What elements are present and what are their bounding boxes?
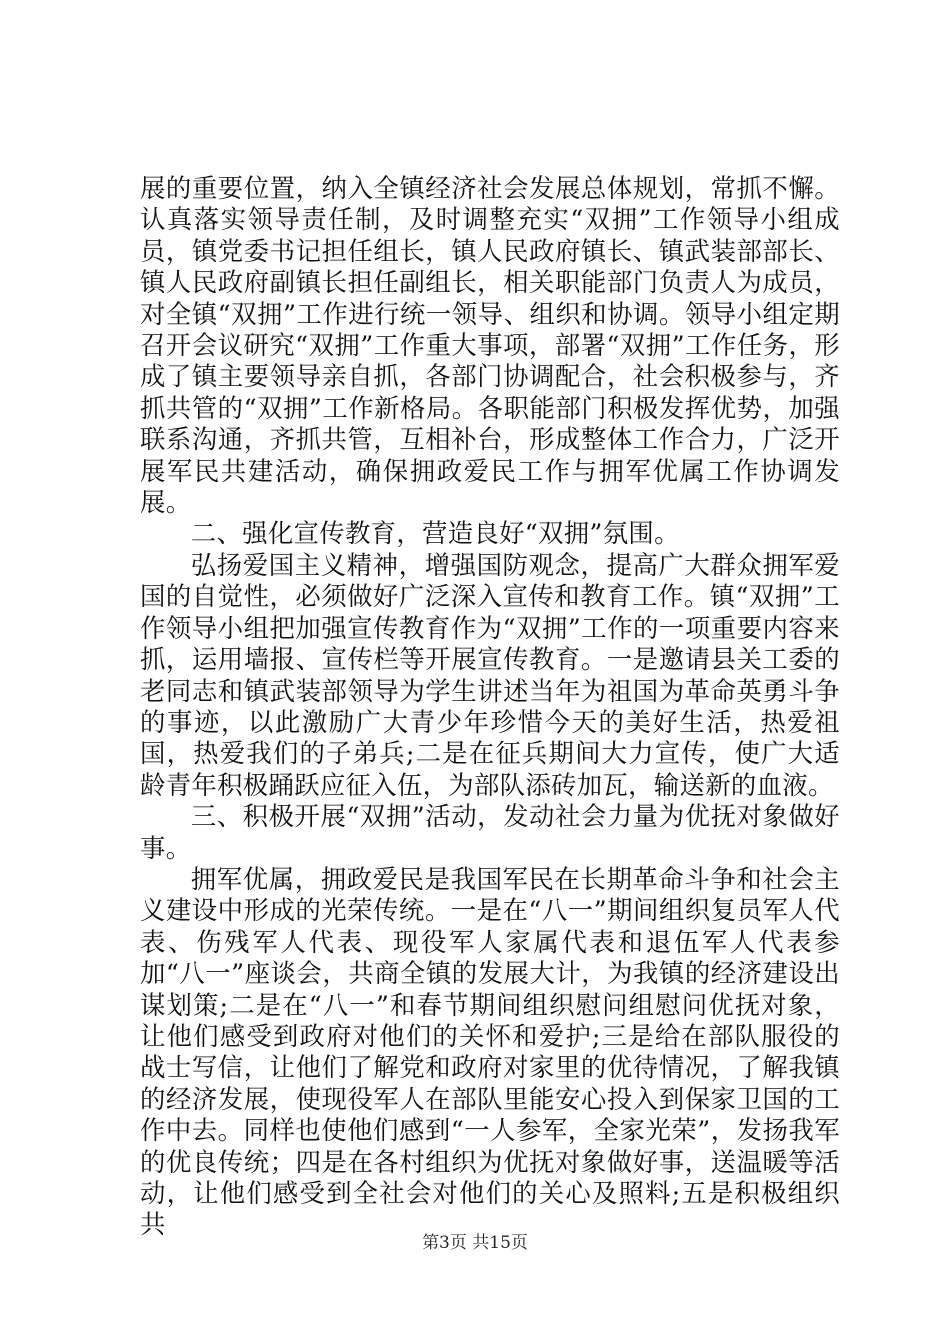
paragraph-publicity: 弘扬爱国主义精神，增强国防观念，提高广大群众拥军爱国的自觉性，必须做好广泛深入宣传和教育工作。镇“双拥”工作领导小组把加强宣传教育作为“双拥”工作的一项重要内容来抓，运用墙报、宣传栏等开展宣传教育。一是邀请县关工委的老同志和镇武装部领导为学生讲述当年为祖国为革命英勇斗争的事迹，以此激励广大青少年珍惜今天的美好生活，热爱祖国，热爱我们的子弟兵;二是在征兵期间大力宣传，使广大适龄青年积极踊跃应征入伍，为部队添砖加瓦，输送新的血液。	[140, 549, 840, 800]
document-body	[140, 173, 840, 1241]
paragraph-activities: 拥军优属，拥政爱民是我国军民在长期革命斗争和社会主义建设中形成的光荣传统。一是在“八一”期间组织复员军人代表、伤残军人代表、现役军人家属代表和退伍军人代表参加“八一”座谈会，共商全镇的发展大计，为我镇的经济建设出谋划策;二是在“八一”和春节期间组织慰问组慰问优抚对象，让他们感受到政府对他们的关怀和爱护;三是给在部队服役的战士写信，让他们了解党和政府对家里的优待情况，了解我镇的经济发展，使现役军人在部队里能安心投入到保家卫国的工作中去。同样也使他们感到“一人参军，全家光荣”，发扬我军的优良传统；四是在各村组织为优抚对象做好事，送温暖等活动，让他们感受到全社会对他们的关心及照料;五是积极组织共	[140, 863, 840, 1240]
page-footer: 第3页 共15页	[422, 1233, 528, 1253]
section-heading-3: 三、积极开展“双拥”活动，发动社会力量为优抚对象做好事。	[140, 801, 840, 863]
section-heading-2: 二、强化宣传教育，营造良好“双拥”氛围。	[190, 518, 680, 549]
paragraph-intro: 展的重要位置，纳入全镇经济社会发展总体规划，常抓不懈。认真落实领导责任制，及时调整充实“双拥”工作领导小组成员，镇党委书记担任组长，镇人民政府镇长、镇武装部部长、镇人民政府副镇长担任副组长，相关职能部门负责人为成员，对全镇“双拥”工作进行统一领导、组织和协调。领导小组定期召开会议研究“双拥”工作重大事项，部署“双拥”工作任务，形成了镇主要领导亲自抓，各部门协调配合，社会积极参与，齐抓共管的“双拥”工作新格局。各职能部门积极发挥优势，加强联系沟通，齐抓共管，互相补台，形成整体工作合力，广泛开展军民共建活动，确保拥政爱民工作与拥军优属工作协调发展。	[140, 173, 840, 518]
